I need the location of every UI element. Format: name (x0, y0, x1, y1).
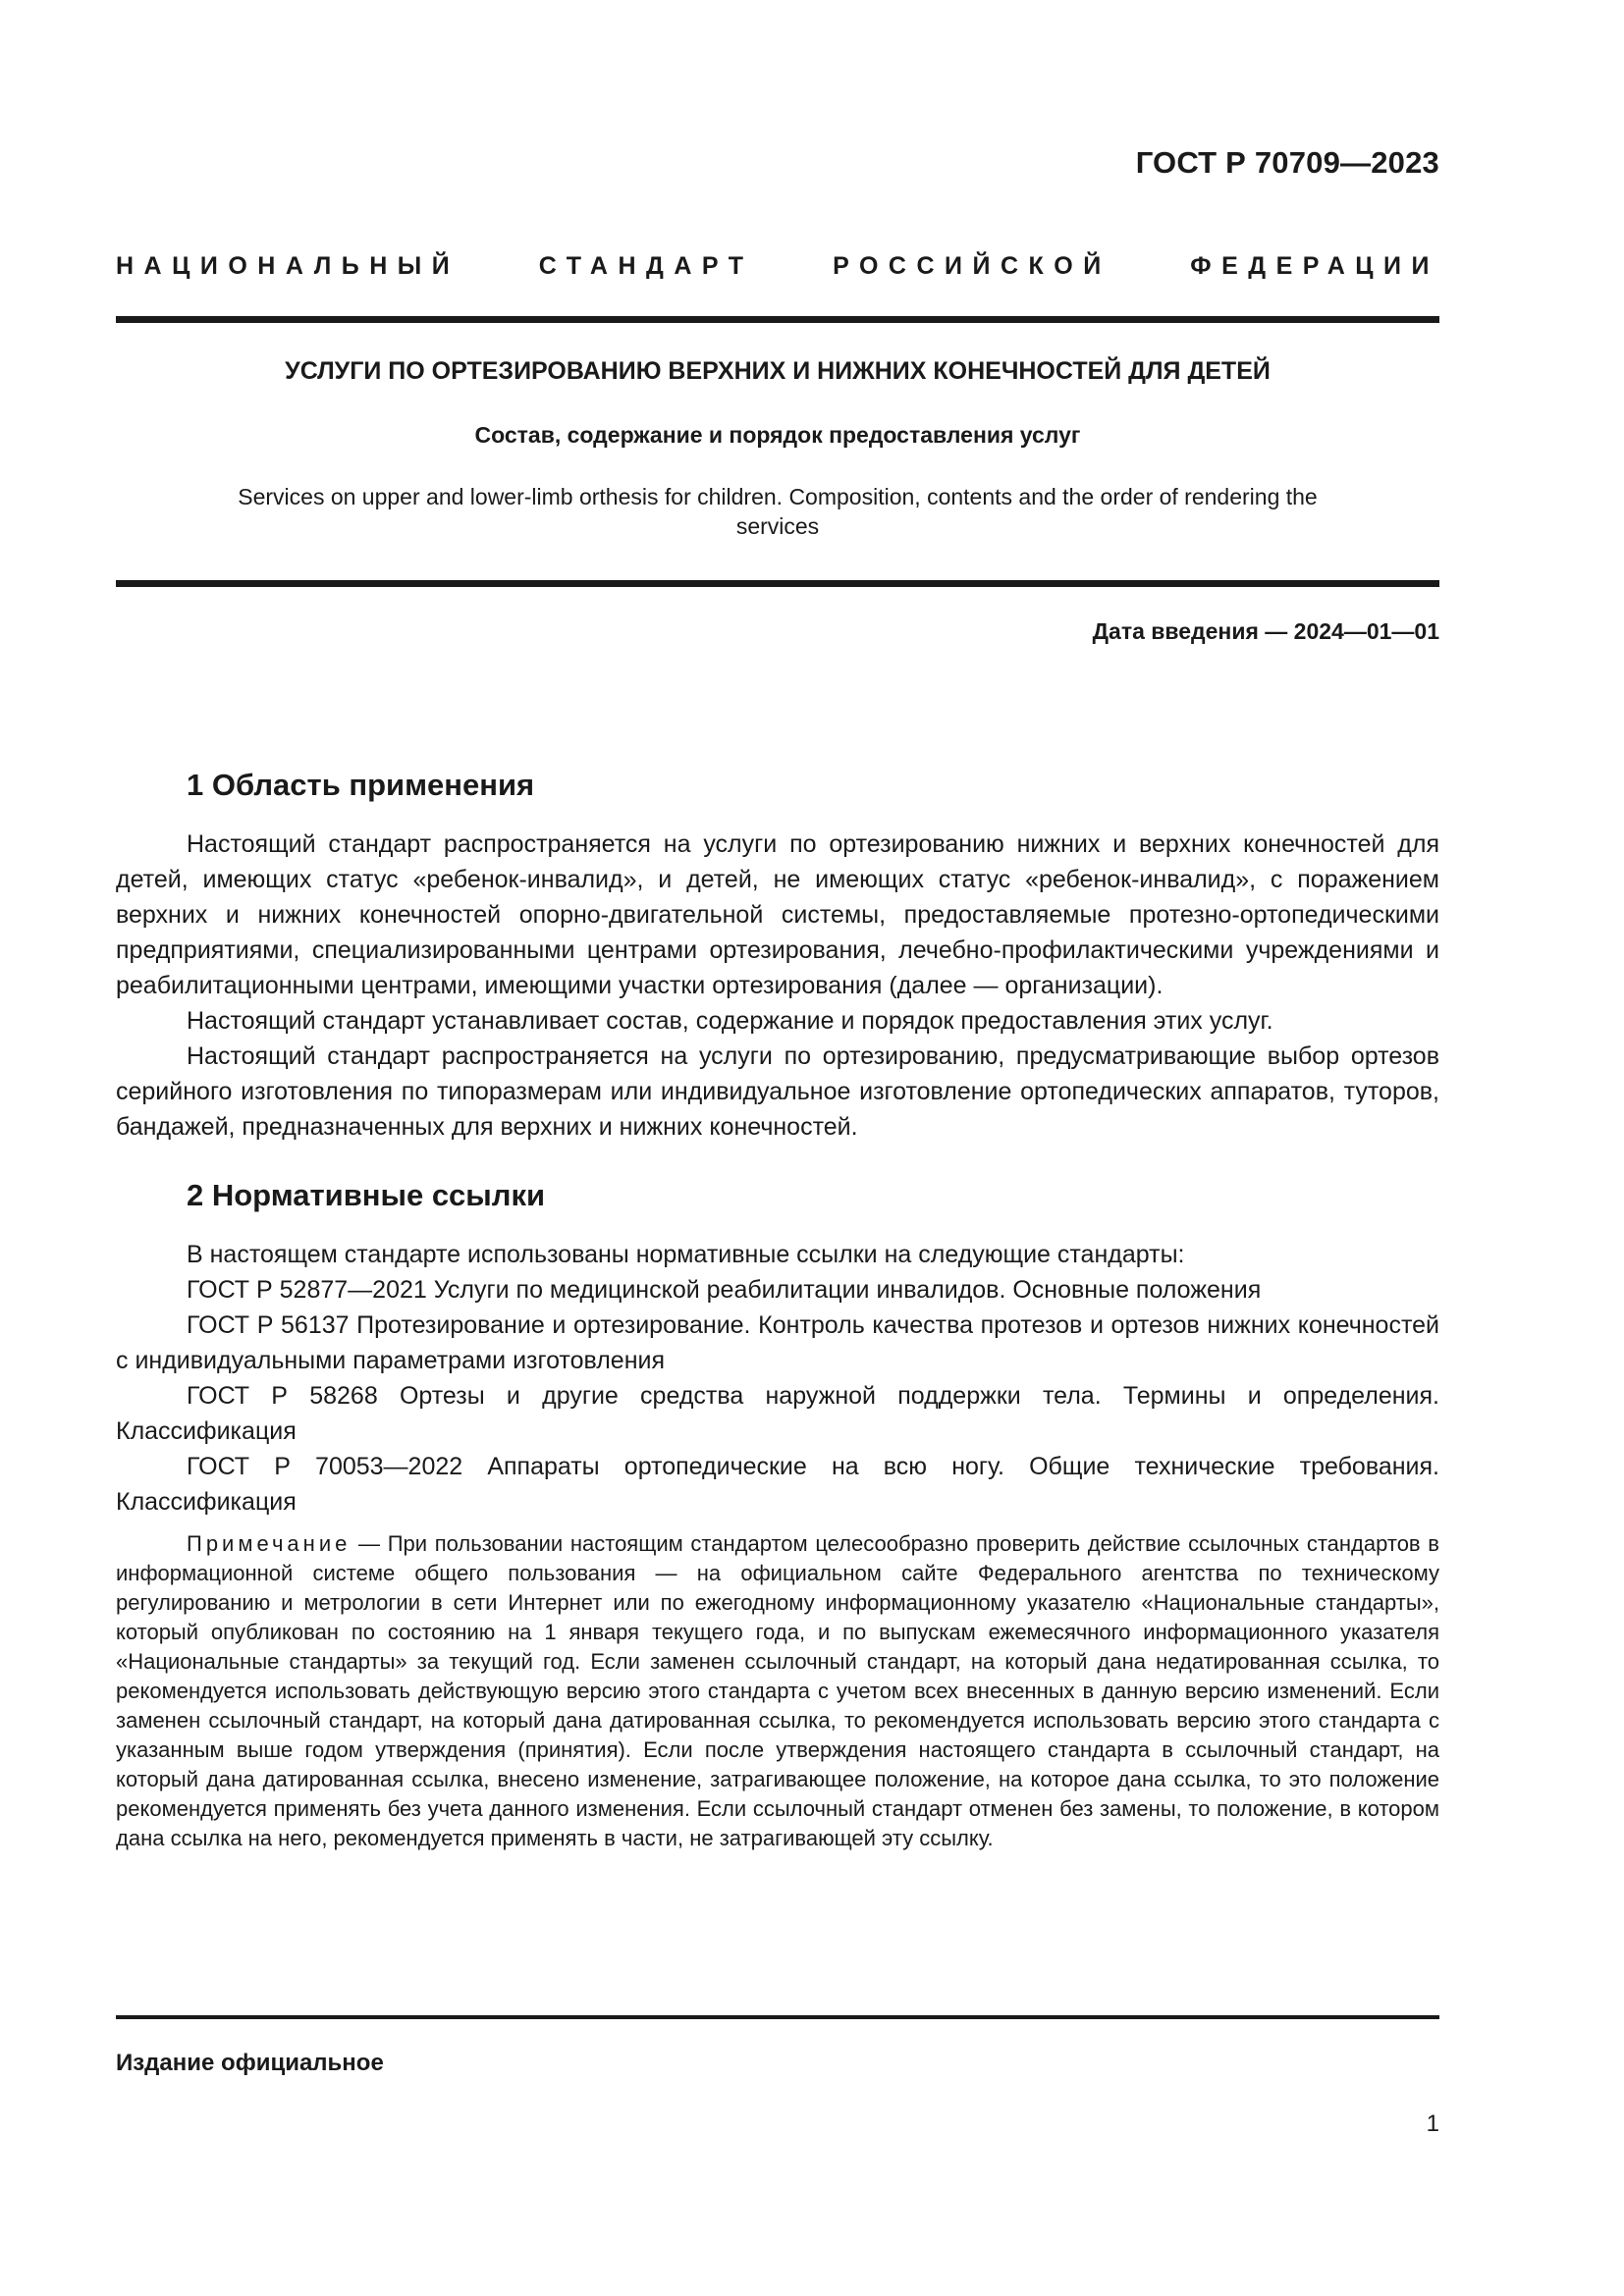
section-heading-normative-references: 2 Нормативные ссылки (187, 1178, 546, 1212)
paragraph: В настоящем стандарте использованы нормативные ссылки на следующие стандарты: (187, 1241, 1185, 1268)
paragraph: Настоящий стандарт распространяется на услуги по ортезированию нижних и верхних конечностей для детей, имеющих статус «ребенок-инвалид», и детей, не имеющих статус «ребенок-инвалид», с поражением верхних и нижних конечностей опорно-двигательной системы, предоставляемые протезно-ортопедическими предприятиями, специализированными центрами ортезирования, лечебно-профилактическими учреждениями и реабилитационными центрами, имеющими участки ортезирования (далее — организации). (116, 830, 1439, 999)
official-edition-label: Издание официальное (116, 2050, 384, 2076)
section-heading-scope: 1 Область применения (187, 768, 535, 802)
document-subtitle: Состав, содержание и порядок предоставления услуг (474, 422, 1081, 448)
paragraph: Настоящий стандарт устанавливает состав, содержание и порядок предоставления этих услуг. (187, 1007, 1273, 1035)
page-number: 1 (1426, 2110, 1439, 2137)
reference-item: ГОСТ Р 52877—2021 Услуги по медицинской реабилитации инвалидов. Основные положения (187, 1276, 1262, 1304)
note (116, 1529, 1439, 1853)
national-standard-title: НАЦИОНАЛЬНЫЙ СТАНДАРТ РОССИЙСКОЙ ФЕДЕРАЦИИ (116, 252, 1439, 280)
reference-item: ГОСТ Р 58268 Ортезы и другие средства наружной поддержки тела. Термины и определения. Классификация (116, 1382, 1439, 1445)
document-title: УСЛУГИ ПО ОРТЕЗИРОВАНИЮ ВЕРХНИХ И НИЖНИХ КОНЕЧНОСТЕЙ ДЛЯ ДЕТЕЙ (285, 357, 1271, 385)
paragraph: Настоящий стандарт распространяется на услуги по ортезированию, предусматривающие выбор ортезов серийного изготовления по типоразмерам или индивидуальное изготовление ортопедических аппаратов, туторов, бандажей, предназначенных для верхних и нижних конечностей. (116, 1042, 1439, 1141)
title-divider (116, 580, 1439, 587)
reference-item: ГОСТ Р 56137 Протезирование и ортезирование. Контроль качества протезов и ортезов нижних конечностей с индивидуальными параметрами изготовления (116, 1311, 1439, 1374)
document-number: ГОСТ Р 70709—2023 (1135, 145, 1439, 180)
note-label: Примечание (187, 1531, 352, 1556)
document-title-english: Services on upper and lower-limb orthesis for children. Composition, contents and the order of rendering the services (238, 484, 1318, 539)
document-body (116, 762, 1439, 1853)
note-text: — При пользовании настоящим стандартом целесообразно проверить действие ссылочных стандартов в информационной системе общего пользования — на официальном сайте Федерального агентства по техническому регулированию и метрологии в сети Интернет или по ежегодному информационному указателю «Национальные стандарты», который опубликован по состоянию на 1 января текущего года, и по выпускам ежемесячного информационного указателя «Национальные стандарты» за текущий год. Если заменен ссылочный стандарт, на который дана недатированная ссылка, то рекомендуется использовать действующую версию этого стандарта с учетом всех внесенных в данную версию изменений. Если заменен ссылочный стандарт, на который дана датированная ссылка, то рекомендуется использовать версию этого стандарта с указанным выше годом утверждения (принятия). Если после утверждения настоящего стандарта в ссылочный стандарт, на который дана датированная ссылка, внесено изменение, затрагивающее положение, на которое дана ссылка, то это положение рекомендуется применять без учета данного изменения. Если ссылочный стандарт отменен без замены, то положение, в котором дана ссылка на него, рекомендуется применять в части, не затрагивающей эту ссылку. (116, 1531, 1439, 1850)
top-divider (116, 316, 1439, 323)
introduction-date: Дата введения — 2024—01—01 (1092, 618, 1439, 644)
footer-divider (116, 2015, 1439, 2019)
reference-item: ГОСТ Р 70053—2022 Аппараты ортопедические на всю ногу. Общие технические требования. Классификация (116, 1453, 1439, 1516)
